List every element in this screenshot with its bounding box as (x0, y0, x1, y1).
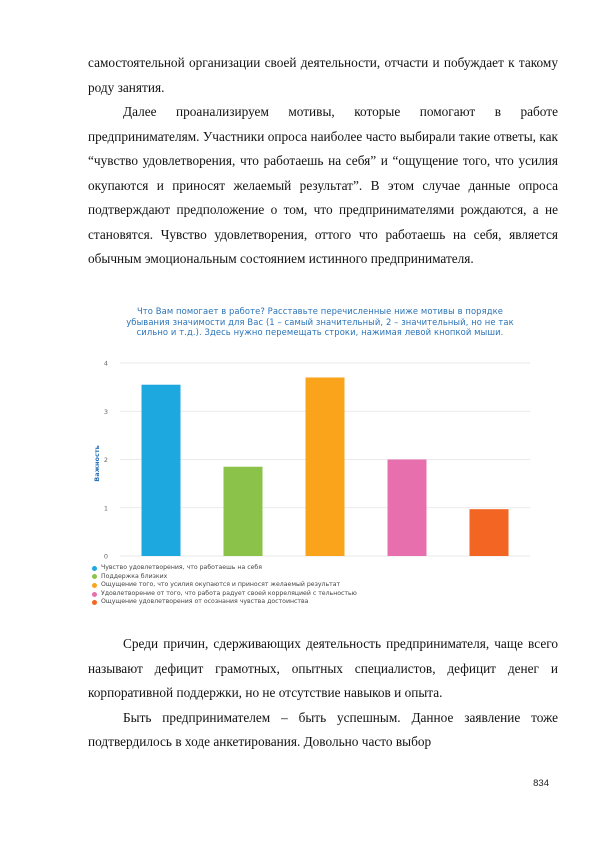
text-block-top (88, 51, 558, 272)
legend-label: Ощущение удовлетворения от осознания чувства достоинства (101, 598, 309, 606)
legend-item (92, 590, 357, 599)
legend-swatch (92, 592, 97, 597)
bar (470, 509, 509, 556)
y-tick-label: 3 (103, 407, 108, 416)
legend-item (92, 581, 357, 590)
y-axis-label: Важность (93, 445, 101, 482)
y-tick-label: 0 (103, 552, 108, 561)
bar (388, 460, 427, 557)
paragraph: самостоятельной организации своей деятельности, отчасти и побуждает к такому роду занятия. (88, 55, 558, 95)
y-tick-label: 2 (103, 456, 108, 464)
y-tick-label: 4 (103, 359, 108, 368)
legend-label: Поддержка близких (101, 572, 168, 580)
legend-swatch (92, 600, 97, 605)
legend-label: Чувство удовлетворения, что работаешь на себя (101, 564, 262, 571)
chart-title: Что Вам помогает в работе? Расставьте перечисленные ниже мотивы в порядке убывания значимости для Вас (1 – самый значительный, 2 – значительный, но не так сильно и т.д.). Здесь нужно перемещать строки, нажимая левой кнопкой мыши. (126, 306, 514, 338)
legend-swatch (92, 574, 97, 579)
paragraph: Среди причин, сдерживающих деятельность предпринимателя, чаще всего называют дефицит грамотных, опытных специалистов, дефицит денег и корпоративной поддержки, но не отсутствие навыков и опыта. (88, 636, 558, 700)
chart-legend (92, 564, 357, 607)
legend-label: Удовлетворение от того, что работа радует своей корреляцией с тельностью (101, 589, 357, 597)
legend-item (92, 564, 357, 573)
paragraph: Далее проанализируем мотивы, которые помогают в работе предпринимателям. Участники опроса наиболее часто выбирали такие ответы, как “чувство удовлетворения, что работаешь на себя” и “ощущение того, что усилия окупаются и приносят желаемый результат”. В этом случае данные опроса подтверждают предположение о том, что предпринимателями рождаются, а не становятся. Чувство удовлетворения, оттого что работаешь на себя, является обычным эмоциональным состоянием истинного предпринимателя. (88, 104, 558, 266)
bar (142, 385, 181, 556)
y-tick-label: 1 (103, 504, 108, 513)
legend-item (92, 598, 357, 607)
bar (224, 467, 263, 556)
bar (306, 377, 345, 556)
text-block-bottom (88, 632, 558, 755)
legend-swatch (92, 583, 97, 588)
paragraph: Быть предпринимателем – быть успешным. Данное заявление тоже подтвердилось в ходе анкетирования. Довольно часто выбор (88, 709, 558, 749)
legend-label: Ощущение того, что усилия окупаются и приносят желаемый результат (101, 581, 341, 589)
legend-item (92, 573, 357, 582)
legend-swatch (92, 566, 97, 571)
page-number: 834 (533, 778, 549, 789)
